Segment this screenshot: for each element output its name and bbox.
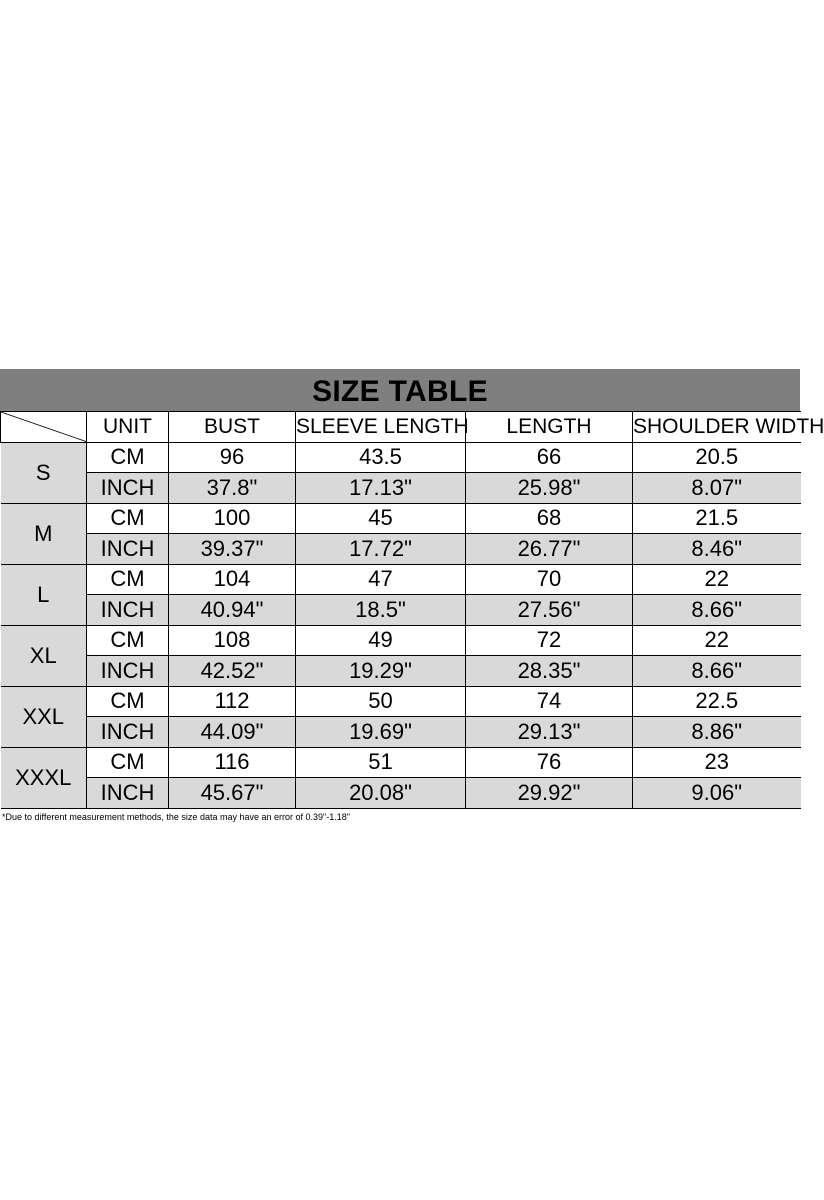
cell-unit: INCH bbox=[87, 595, 169, 626]
table-row bbox=[1, 656, 801, 687]
cell-shoulder: 8.86" bbox=[633, 717, 801, 748]
header-row bbox=[1, 412, 801, 443]
header-length: LENGTH bbox=[466, 412, 633, 443]
cell-shoulder: 8.07" bbox=[633, 473, 801, 504]
cell-length: 26.77" bbox=[466, 534, 633, 565]
cell-shoulder: 23 bbox=[633, 747, 801, 778]
table-row bbox=[1, 503, 801, 534]
cell-shoulder: 20.5 bbox=[633, 442, 801, 473]
cell-shoulder: 22.5 bbox=[633, 686, 801, 717]
cell-sleeve: 19.29" bbox=[296, 656, 466, 687]
cell-unit: CM bbox=[87, 503, 169, 534]
cell-length: 68 bbox=[466, 503, 633, 534]
cell-bust: 108 bbox=[169, 625, 296, 656]
cell-sleeve: 17.13" bbox=[296, 473, 466, 504]
size-label: XXXL bbox=[1, 747, 87, 808]
cell-sleeve: 47 bbox=[296, 564, 466, 595]
measurement-note: *Due to different measurement methods, the size data may have an error of 0.39"-1.18" bbox=[2, 812, 350, 822]
size-label: XXL bbox=[1, 686, 87, 747]
cell-bust: 39.37" bbox=[169, 534, 296, 565]
table-row bbox=[1, 747, 801, 778]
table-row bbox=[1, 717, 801, 748]
cell-sleeve: 43.5 bbox=[296, 442, 466, 473]
cell-shoulder: 22 bbox=[633, 564, 801, 595]
corner-cell bbox=[1, 412, 87, 443]
cell-unit: CM bbox=[87, 442, 169, 473]
cell-length: 76 bbox=[466, 747, 633, 778]
table-row bbox=[1, 778, 801, 809]
size-table-sheet bbox=[0, 369, 824, 809]
size-label: M bbox=[1, 503, 87, 564]
cell-bust: 44.09" bbox=[169, 717, 296, 748]
cell-bust: 42.52" bbox=[169, 656, 296, 687]
cell-sleeve: 51 bbox=[296, 747, 466, 778]
size-label: S bbox=[1, 442, 87, 503]
cell-bust: 45.67" bbox=[169, 778, 296, 809]
cell-sleeve: 49 bbox=[296, 625, 466, 656]
cell-unit: INCH bbox=[87, 717, 169, 748]
cell-unit: INCH bbox=[87, 473, 169, 504]
title-bar bbox=[0, 369, 800, 411]
cell-sleeve: 19.69" bbox=[296, 717, 466, 748]
cell-bust: 96 bbox=[169, 442, 296, 473]
cell-length: 25.98" bbox=[466, 473, 633, 504]
cell-length: 74 bbox=[466, 686, 633, 717]
cell-shoulder: 8.66" bbox=[633, 595, 801, 626]
size-label: XL bbox=[1, 625, 87, 686]
cell-bust: 104 bbox=[169, 564, 296, 595]
cell-length: 66 bbox=[466, 442, 633, 473]
table-row bbox=[1, 564, 801, 595]
cell-shoulder: 8.66" bbox=[633, 656, 801, 687]
cell-unit: INCH bbox=[87, 656, 169, 687]
header-bust: BUST bbox=[169, 412, 296, 443]
cell-sleeve: 20.08" bbox=[296, 778, 466, 809]
cell-bust: 37.8" bbox=[169, 473, 296, 504]
table-row bbox=[1, 534, 801, 565]
cell-length: 70 bbox=[466, 564, 633, 595]
table-row bbox=[1, 595, 801, 626]
size-table-body bbox=[1, 442, 801, 808]
size-label: L bbox=[1, 564, 87, 625]
cell-length: 27.56" bbox=[466, 595, 633, 626]
cell-shoulder: 9.06" bbox=[633, 778, 801, 809]
cell-sleeve: 18.5" bbox=[296, 595, 466, 626]
cell-sleeve: 45 bbox=[296, 503, 466, 534]
diagonal-divider-icon bbox=[1, 412, 86, 442]
header-shoulder-width: SHOULDER WIDTH bbox=[633, 412, 801, 443]
cell-sleeve: 50 bbox=[296, 686, 466, 717]
cell-bust: 40.94" bbox=[169, 595, 296, 626]
cell-unit: CM bbox=[87, 564, 169, 595]
size-table bbox=[0, 411, 824, 809]
cell-shoulder: 22 bbox=[633, 625, 801, 656]
cell-length: 28.35" bbox=[466, 656, 633, 687]
cell-sleeve: 17.72" bbox=[296, 534, 466, 565]
cell-shoulder: 21.5 bbox=[633, 503, 801, 534]
table-row bbox=[1, 625, 801, 656]
cell-unit: INCH bbox=[87, 778, 169, 809]
header-sleeve-length: SLEEVE LENGTH bbox=[296, 412, 466, 443]
cell-length: 72 bbox=[466, 625, 633, 656]
table-title: SIZE TABLE bbox=[312, 375, 488, 408]
cell-unit: CM bbox=[87, 625, 169, 656]
cell-length: 29.13" bbox=[466, 717, 633, 748]
cell-bust: 116 bbox=[169, 747, 296, 778]
cell-length: 29.92" bbox=[466, 778, 633, 809]
cell-shoulder: 8.46" bbox=[633, 534, 801, 565]
cell-unit: INCH bbox=[87, 534, 169, 565]
table-row bbox=[1, 686, 801, 717]
cell-unit: CM bbox=[87, 747, 169, 778]
table-row bbox=[1, 442, 801, 473]
cell-unit: CM bbox=[87, 686, 169, 717]
cell-bust: 112 bbox=[169, 686, 296, 717]
cell-bust: 100 bbox=[169, 503, 296, 534]
table-row bbox=[1, 473, 801, 504]
header-unit: UNIT bbox=[87, 412, 169, 443]
